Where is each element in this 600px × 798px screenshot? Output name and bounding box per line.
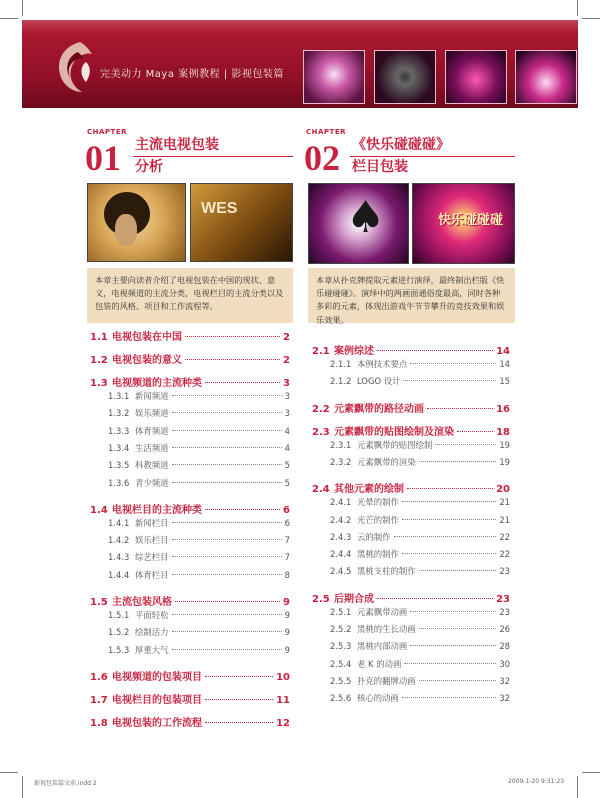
toc-entry-number: 2.5.3 (330, 641, 352, 652)
toc-entry-number: 2.5.5 (330, 675, 352, 686)
toc-entry-page: 7 (284, 552, 290, 563)
toc-entry-page: 10 (276, 671, 290, 683)
toc-entry-page: 2 (283, 332, 290, 343)
spade-icon: ♠ (346, 192, 386, 243)
toc-entry-number: 2.4.4 (330, 549, 352, 560)
title-separator: | (223, 69, 232, 80)
toc-entry-number: 1.3.5 (108, 460, 130, 471)
toc-entry-number: 1.7 (90, 694, 108, 706)
toc-entry-page: 4 (284, 425, 290, 436)
toc-entry-title: 元素飘带的渲染 (357, 456, 416, 467)
toc-entry-title: 电视包装的工作流程 (112, 717, 202, 729)
toc-entry-title: 新闻栏目 (135, 517, 169, 528)
toc-leader-dots (419, 680, 497, 681)
toc-leader-dots (377, 350, 493, 351)
toc-entry-number: 1.5.1 (108, 610, 130, 620)
toc-entry-number: 1.4.4 (108, 569, 130, 580)
photo-sign-text: WES (201, 200, 238, 217)
crop-mark (22, 776, 23, 798)
toc-entry-title: 电视包装在中国 (112, 332, 182, 343)
toc-entry-title: 绘制活力 (135, 627, 169, 638)
toc-subsection-entry[interactable] (312, 640, 510, 652)
toc-subsection-entry[interactable] (90, 390, 290, 402)
toc-subsection-entry[interactable] (312, 658, 510, 670)
toc-entry-title: 元素飘带的路径动画 (334, 403, 424, 415)
chapter2-photo-logo (412, 183, 515, 264)
toc-entry-page: 21 (499, 514, 510, 525)
toc-entry-title: 青少频道 (135, 477, 169, 488)
toc-entry-number: 2.2 (312, 403, 330, 415)
toc-entry-page: 12 (276, 717, 290, 729)
toc-leader-dots (175, 601, 280, 602)
toc-subsection-entry[interactable] (312, 456, 510, 468)
toc-entry-number: 2.1.2 (330, 376, 352, 387)
chapter2-intro: 本章从扑克牌提取元素进行演绎，最终制出栏版《快乐碰碰碰》。演绎中的两画面通俗度最高，同时各种多彩的元素，体现出游戏牛节节攀升的竞技效果和娱乐效果。 (308, 268, 515, 323)
toc-leader-dots (205, 699, 273, 700)
toc-leader-dots (394, 536, 497, 537)
toc-subsection-entry[interactable] (90, 425, 290, 437)
toc-entry-page: 16 (496, 403, 510, 415)
toc-section-entry[interactable] (90, 714, 290, 729)
toc-section-entry[interactable] (90, 374, 290, 389)
toc-subsection-entry[interactable] (312, 675, 510, 687)
toc-entry-page: 9 (284, 627, 290, 638)
toc-entry-page: 6 (283, 504, 290, 516)
toc-entry-number: 1.6 (90, 671, 108, 683)
toc-leader-dots (205, 509, 280, 510)
toc-subsection-entry[interactable] (312, 496, 510, 508)
toc-leader-dots (172, 447, 282, 448)
crop-mark (22, 0, 23, 16)
toc-leader-dots (172, 556, 282, 557)
toc-entry-page: 5 (284, 477, 290, 488)
toc-entry-title: 厚重大气 (135, 644, 169, 655)
toc-subsection-entry[interactable] (90, 609, 290, 621)
toc-entry-title: 黑桃内部动画 (357, 641, 408, 652)
toc-entry-number: 2.5.1 (330, 606, 352, 617)
footer-timestamp: 2009-1-20 9:31:23 (508, 778, 565, 785)
toc-leader-dots (457, 431, 493, 432)
toc-entry-title: 电视频道的主流种类 (112, 378, 202, 389)
toc-entry-number: 1.4 (90, 504, 108, 516)
toc-leader-dots (410, 611, 496, 612)
face-shape (115, 214, 137, 246)
toc-entry-title: 娱乐栏目 (135, 535, 169, 546)
toc-subsection-entry[interactable] (312, 623, 510, 635)
toc-subsection-entry[interactable] (312, 358, 510, 370)
toc-subsection-entry[interactable] (90, 517, 290, 529)
toc-section-entry[interactable] (312, 342, 510, 357)
toc-leader-dots (172, 412, 282, 413)
toc-subsection-entry[interactable] (90, 644, 290, 656)
crop-mark (0, 772, 18, 773)
toc-leader-dots (205, 676, 273, 677)
toc-entry-page: 23 (499, 606, 510, 617)
toc-entry-title: 体育频道 (135, 425, 169, 436)
toc-entry-number: 1.8 (90, 717, 108, 729)
toc-subsection-entry[interactable] (90, 459, 290, 471)
toc-entry-page: 11 (276, 694, 290, 706)
toc-leader-dots (172, 482, 282, 483)
toc-entry-page: 23 (496, 593, 510, 605)
toc-entry-title: 娱乐频道 (135, 408, 169, 419)
toc-entry-page: 9 (284, 644, 290, 655)
toc-leader-dots (172, 539, 282, 540)
toc-leader-dots (419, 570, 497, 571)
book-title (100, 65, 284, 80)
toc-entry-number: 2.4.2 (330, 514, 352, 525)
toc-subsection-entry[interactable] (90, 626, 290, 638)
toc-leader-dots (172, 430, 282, 431)
toc-entry-page: 3 (283, 378, 290, 389)
toc-entry-title: 平面轻松 (135, 610, 169, 620)
toc-section-entry[interactable] (90, 501, 290, 516)
toc-leader-dots (172, 522, 282, 523)
toc-entry-title: 云的制作 (357, 531, 391, 542)
toc-section-entry[interactable] (312, 590, 510, 605)
toc-entry-page: 6 (284, 517, 290, 528)
toc-entry-number: 2.4 (312, 484, 330, 496)
toc-entry-number: 2.5 (312, 593, 330, 605)
toc-leader-dots (427, 408, 493, 409)
toc-entry-number: 1.4.2 (108, 535, 130, 546)
footer-file-name: 影视包装篇文前.indd 2 (34, 780, 97, 787)
toc-entry-page: 15 (499, 376, 510, 387)
toc-subsection-entry[interactable] (90, 569, 290, 581)
toc-entry-number: 2.3 (312, 426, 330, 438)
toc-subsection-entry[interactable] (90, 477, 290, 489)
toc-entry-page: 9 (284, 610, 290, 620)
toc-entry-number: 2.4.5 (330, 566, 352, 577)
chapter1-photo-wes (190, 183, 293, 262)
banner-thumbnail-3 (445, 50, 507, 104)
banner-thumbnail-1 (303, 50, 365, 104)
toc-entry-title: LOGO 设计 (357, 376, 401, 387)
toc-leader-dots (419, 461, 497, 462)
toc-leader-dots (172, 649, 282, 650)
toc-entry-number: 2.4.3 (330, 531, 352, 542)
toc-entry-page: 20 (496, 484, 510, 496)
chapter2-photo-spade (308, 183, 409, 264)
toc-leader-dots (377, 598, 493, 599)
book-series-title: 完美动力 Maya 案例教程 (100, 69, 221, 80)
toc-entry-number: 2.1.1 (330, 359, 352, 369)
toc-entry-page: 23 (499, 566, 510, 577)
toc-leader-dots (402, 697, 496, 698)
toc-entry-number: 1.5.3 (108, 644, 130, 655)
toc-entry-number: 2.4.1 (330, 497, 352, 508)
toc-entry-number: 1.4.3 (108, 552, 130, 563)
toc-subsection-entry[interactable] (312, 375, 510, 387)
toc-entry-page: 21 (499, 497, 510, 508)
toc-entry-number: 2.5.6 (330, 693, 352, 704)
toc-entry-title: 元素飘带动画 (357, 606, 408, 617)
crop-mark (577, 0, 578, 16)
toc-leader-dots (205, 382, 280, 383)
toc-entry-number: 2.3.1 (330, 439, 352, 450)
toc-leader-dots (419, 628, 497, 629)
toc-leader-dots (172, 464, 282, 465)
toc-leader-dots (205, 722, 273, 723)
toc-entry-number: 2.5.2 (330, 624, 352, 634)
toc-leader-dots (402, 519, 496, 520)
toc-entry-title: 元素飘带的贴图绘制 (357, 439, 433, 450)
toc-leader-dots (172, 574, 282, 575)
toc-entry-page: 7 (284, 535, 290, 546)
toc-entry-title: 综艺栏目 (135, 552, 169, 563)
chapter-title-line1: 主流电视包装 (135, 137, 219, 153)
toc-section-entry[interactable] (90, 593, 290, 608)
toc-subsection-entry[interactable] (312, 548, 510, 560)
toc-subsection-entry[interactable] (90, 407, 290, 419)
chapter-number: 01 (85, 138, 121, 178)
toc-entry-title: 科教频道 (135, 460, 169, 471)
toc-entry-page: 22 (499, 531, 510, 542)
toc-entry-number: 1.3.4 (108, 442, 130, 453)
toc-entry-page: 8 (284, 569, 290, 580)
toc-entry-page: 32 (499, 693, 510, 704)
toc-entry-page: 18 (496, 426, 510, 438)
toc-entry-title: 后期合成 (334, 593, 374, 605)
dragon-logo-icon (50, 38, 98, 96)
toc-entry-title: 黑桃支柱的制作 (357, 566, 416, 577)
toc-subsection-entry[interactable] (90, 551, 290, 563)
toc-entry-page: 19 (499, 439, 510, 450)
toc-leader-dots (410, 645, 496, 646)
toc-section-entry[interactable] (90, 691, 290, 706)
toc-subsection-entry[interactable] (312, 514, 510, 526)
crop-mark (0, 18, 18, 19)
toc-entry-number: 1.1 (90, 332, 108, 343)
show-logo-text: 快乐碰碰碰 (438, 212, 504, 227)
toc-entry-page: 26 (499, 624, 510, 634)
toc-entry-number: 1.5 (90, 597, 108, 608)
toc-entry-title: 光晕的制作 (357, 497, 399, 508)
toc-entry-title: 新闻频道 (135, 391, 169, 401)
toc-leader-dots (185, 336, 280, 337)
toc-entry-page: 28 (499, 641, 510, 652)
toc-leader-dots (404, 663, 496, 664)
toc-leader-dots (172, 631, 282, 632)
chapter-number: 02 (304, 138, 340, 178)
toc-entry-number: 1.3.6 (108, 477, 130, 488)
chapter-title-line1: 《快乐碰碰碰》 (352, 137, 450, 153)
toc-entry-title: 黑桃的制作 (357, 549, 399, 560)
toc-leader-dots (410, 363, 496, 364)
toc-subsection-entry[interactable] (312, 565, 510, 577)
chapter-title-line2: 分析 (135, 159, 163, 175)
crop-mark (577, 776, 578, 798)
toc-entry-title: 元素飘带的贴图绘制及渲染 (334, 426, 454, 438)
toc-section-entry[interactable] (90, 328, 290, 343)
chapter-label: CHAPTER (306, 128, 346, 136)
toc-leader-dots (402, 553, 496, 554)
toc-leader-dots (407, 488, 493, 489)
chapter1-photo-afro (87, 183, 186, 262)
toc-entry-page: 3 (284, 408, 290, 419)
toc-entry-title: 主流包装风格 (112, 597, 172, 608)
toc-entry-title: 扑克的翻牌动画 (357, 675, 416, 686)
toc-entry-title: 黑桃的生长动画 (357, 624, 416, 634)
toc-leader-dots (172, 395, 282, 396)
crop-mark (582, 18, 600, 19)
toc-entry-title: 其他元素的绘制 (334, 484, 404, 496)
toc-entry-page: 22 (499, 549, 510, 560)
toc-subsection-entry[interactable] (312, 439, 510, 451)
header-highlight (22, 20, 578, 34)
toc-entry-title: 电视栏目的主流种类 (112, 504, 202, 516)
toc-subsection-entry[interactable] (90, 534, 290, 546)
toc-entry-title: 体育栏目 (135, 569, 169, 580)
toc-subsection-entry[interactable] (312, 531, 510, 543)
toc-section-entry[interactable] (312, 480, 510, 495)
toc-entry-number: 1.3.1 (108, 391, 130, 401)
toc-entry-page: 19 (499, 456, 510, 467)
toc-entry-page: 4 (284, 442, 290, 453)
toc-leader-dots (435, 444, 496, 445)
banner-thumbnail-2 (374, 50, 436, 104)
toc-entry-number: 1.4.1 (108, 517, 130, 528)
toc-entry-number: 1.3.2 (108, 408, 130, 419)
banner-thumbnail-4 (515, 50, 577, 104)
toc-entry-title: 电视频道的包装项目 (112, 671, 202, 683)
toc-entry-title: 光芒的制作 (357, 514, 399, 525)
toc-entry-number: 1.3 (90, 378, 108, 389)
toc-entry-number: 1.3.3 (108, 425, 130, 436)
toc-leader-dots (403, 380, 496, 381)
toc-entry-page: 5 (284, 460, 290, 471)
toc-subsection-entry[interactable] (90, 442, 290, 454)
toc-entry-number: 2.3.2 (330, 456, 352, 467)
toc-entry-title: 本例技术要点 (357, 359, 408, 369)
toc-entry-title: 生活频道 (135, 442, 169, 453)
crop-mark (582, 772, 600, 773)
toc-entry-title: 案例综述 (334, 346, 374, 357)
toc-entry-page: 9 (283, 597, 290, 608)
toc-entry-number: 1.5.2 (108, 627, 130, 638)
toc-entry-number: 2.1 (312, 346, 330, 357)
toc-section-entry[interactable] (90, 351, 290, 366)
toc-subsection-entry[interactable] (312, 692, 510, 704)
toc-entry-page: 3 (284, 391, 290, 401)
toc-section-entry[interactable] (312, 400, 510, 415)
toc-entry-page: 2 (283, 355, 290, 366)
toc-entry-title: 核心的动画 (357, 693, 399, 704)
toc-entry-number: 2.5.4 (330, 658, 352, 669)
toc-entry-number: 1.2 (90, 355, 108, 366)
toc-leader-dots (185, 359, 280, 360)
toc-entry-page: 14 (496, 346, 510, 357)
toc-entry-page: 32 (499, 675, 510, 686)
toc-section-entry[interactable] (312, 423, 510, 438)
toc-entry-title: 电视包装的意义 (112, 355, 182, 366)
chapter1-intro: 本章主要向读者介绍了电视包装在中国的现状、意义，电视频道的主流分类，电视栏目的主流分类以及包装的风格、项目和工作流程等。 (87, 268, 293, 323)
chapter-label: CHAPTER (87, 128, 127, 136)
toc-entry-title: 电视栏目的包装项目 (112, 694, 202, 706)
chapter-title-line2: 栏目包装 (352, 159, 408, 175)
book-subject: 影视包装篇 (231, 69, 284, 80)
toc-section-entry[interactable] (90, 668, 290, 683)
toc-entry-page: 30 (499, 658, 510, 669)
toc-entry-page: 14 (499, 359, 510, 369)
toc-leader-dots (172, 614, 282, 615)
toc-entry-title: 老 K 的动画 (357, 658, 402, 669)
toc-subsection-entry[interactable] (312, 606, 510, 618)
toc-leader-dots (402, 501, 496, 502)
